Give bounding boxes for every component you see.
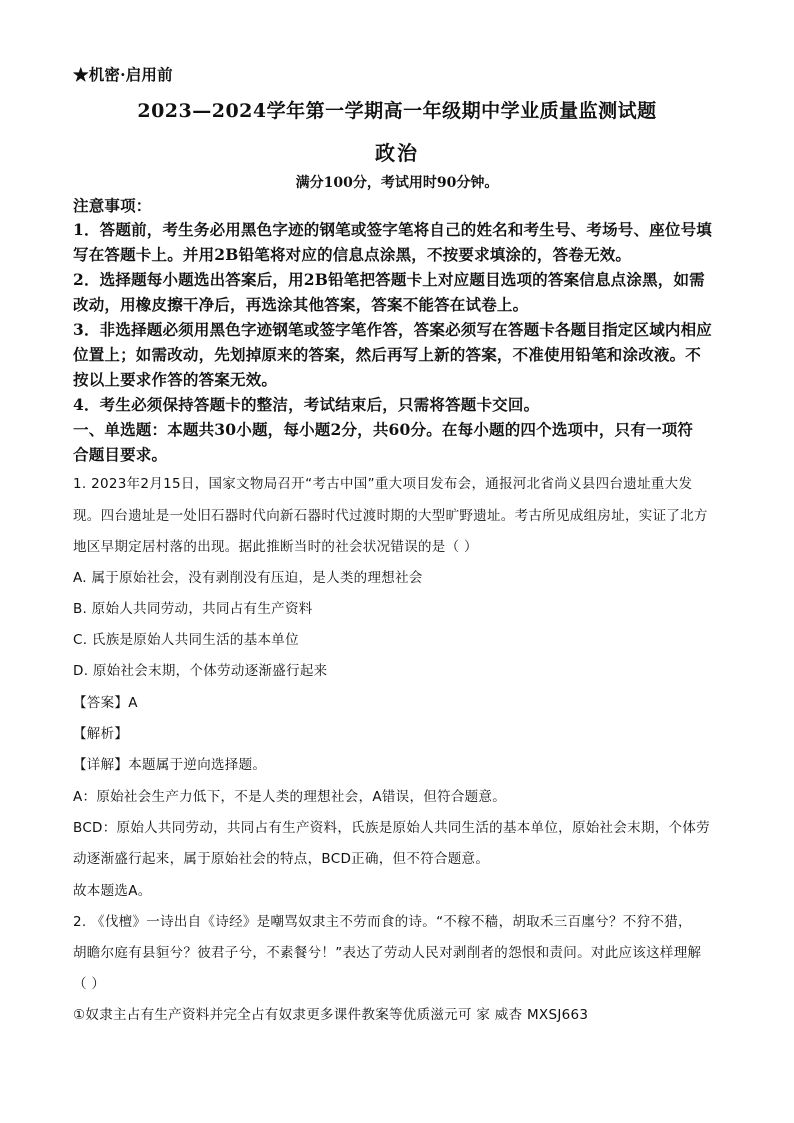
section-heading: 一、单选题：本题共30小题，每小题2分，共60分。在每小题的四个选项中，只有一项符 [73, 420, 694, 439]
q1-option-d: D. 原始社会末期，个体劳动逐渐盛行起来 [73, 663, 328, 679]
q2-stem-line: 2. 《伐檀》一诗出自《诗经》是嘲骂奴隶主不劳而食的诗。“不稼不穑，胡取禾三百廛兮？不狩不猎， [73, 914, 692, 930]
q1-explain-line: 动逐渐盛行起来，属于原始社会的特点，BCD正确，但不符合题意。 [73, 851, 490, 867]
q1-option-c: C. 氏族是原始人共同生活的基本单位 [73, 632, 299, 648]
section-heading-cont: 合题目要求。 [73, 445, 168, 464]
q1-option-b: B. 原始人共同劳动，共同占有生产资料 [73, 601, 313, 617]
q1-answer: 【答案】A [73, 695, 138, 711]
q1-explain-line: A：原始社会生产力低下，不是人类的理想社会，A错误，但符合题意。 [73, 789, 507, 805]
notes-line: 3．非选择题必须用黑色字迹钢笔或签字笔作答，答案必须写在答题卡各题目指定区域内相应 [73, 320, 712, 339]
score-time-line: 满分100分，考试用时90分钟。 [295, 175, 499, 191]
q1-analysis-label: 【解析】 [73, 726, 129, 742]
q1-conclusion: 故本题选A。 [73, 883, 152, 899]
q1-explain-line: BCD：原始人共同劳动，共同占有生产资料，氏族是原始人共同生活的基本单位，原始社会末期，个体劳 [73, 820, 710, 836]
notes-line: 2．选择题每小题选出答案后，用2B铅笔把答题卡上对应题目选项的答案信息点涂黑，如需 [73, 270, 705, 289]
notes-line: 位置上；如需改动，先划掉原来的答案，然后再写上新的答案，不准使用铅笔和涂改液。不 [73, 345, 702, 364]
q1-stem-line: 现。四台遗址是一处旧石器时代向新石器时代过渡时期的大型旷野遗址。考古所见成组房址，实证了北方 [73, 508, 708, 524]
notes-line: 写在答题卡上。并用2B铅笔将对应的信息点涂黑，不按要求填涂的，答卷无效。 [73, 245, 632, 264]
confidential-label: ★机密·启用前 [73, 65, 173, 84]
exam-title: 2023—2024学年第一学期高一年级期中学业质量监测试题 [137, 100, 657, 122]
notes-line: 4．考生必须保持答题卡的整洁，考试结束后，只需将答题卡交回。 [73, 395, 540, 414]
notes-line: 改动，用橡皮擦干净后，再选涂其他答案，答案不能答在试卷上。 [73, 295, 529, 314]
notes-line: 1．答题前，考生务必用黑色字迹的钢笔或签字笔将自己的姓名和考生号、考场号、座位号填 [73, 220, 712, 239]
notes-line: 按以上要求作答的答案无效。 [73, 370, 278, 389]
q1-stem-line: 1. 2023年2月15日，国家文物局召开“考古中国”重大项目发布会，通报河北省尚义县四台遗址重大发 [73, 476, 693, 492]
q2-stem-line: （ ） [73, 976, 106, 992]
q1-option-a: A. 属于原始社会，没有剥削没有压迫，是人类的理想社会 [73, 570, 423, 586]
q2-option-1: ①奴隶主占有生产资料并完全占有奴隶更多课件教案等优质滋元可 家 威杏 MXSJ663 [73, 1007, 589, 1023]
q2-stem-line: 胡瞻尔庭有县貆兮？彼君子兮，不素餐兮！”表达了劳动人民对剥削者的怨恨和责问。对此应该这样理解 [73, 945, 702, 961]
q1-detail: 【详解】本题属于逆向选择题。 [73, 757, 267, 773]
q1-stem-line: 地区早期定居村落的出现。据此推断当时的社会状况错误的是（ ） [73, 539, 478, 555]
notes-heading: 注意事项： [73, 196, 152, 215]
subject-title: 政治 [375, 141, 419, 165]
